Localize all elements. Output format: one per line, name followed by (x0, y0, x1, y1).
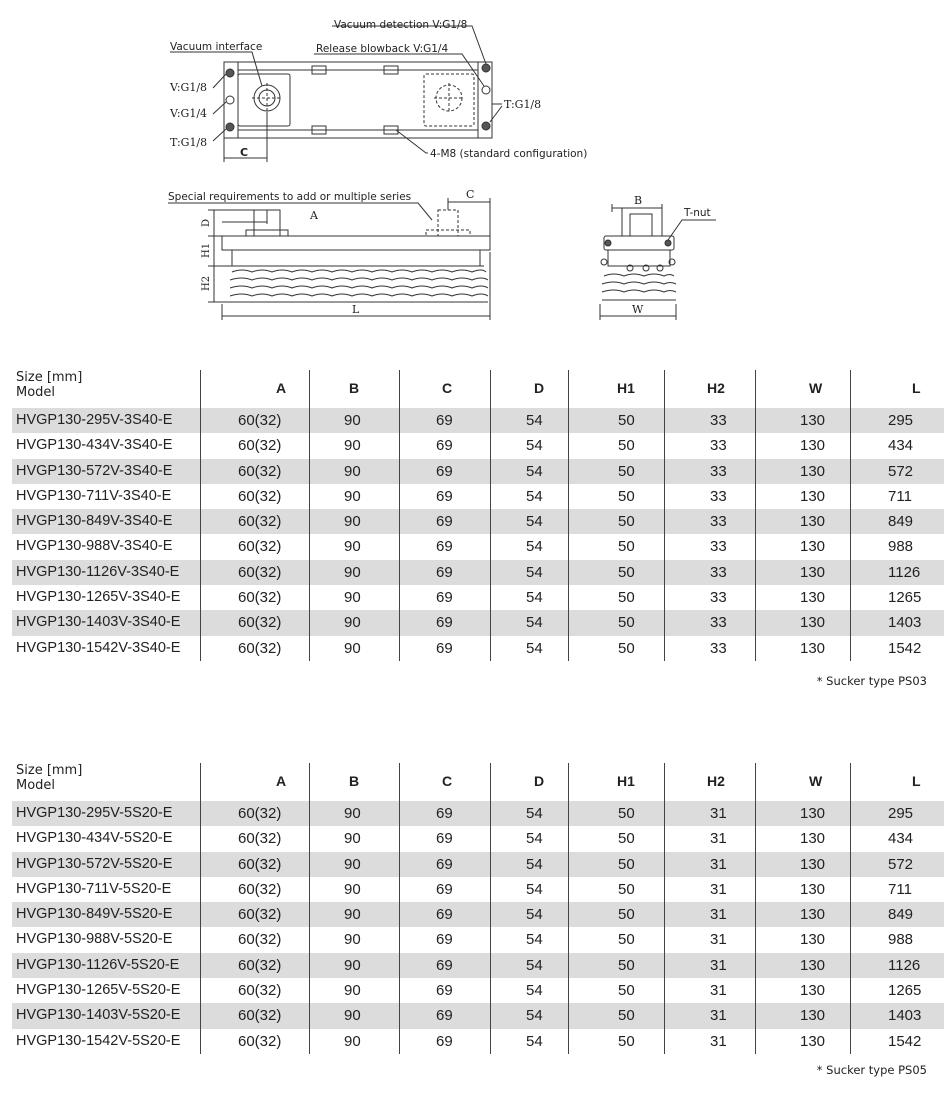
value-cell-d: 54 (526, 830, 543, 848)
dim-h2: H2 (201, 275, 212, 291)
table-row (12, 953, 944, 978)
value-cell-l: 572 (888, 462, 914, 480)
value-cell-c: 69 (436, 412, 453, 429)
table-row (12, 560, 944, 585)
value-cell-l: 711 (888, 487, 912, 505)
value-cell-d: 54 (526, 462, 543, 480)
value-cell-b: 90 (344, 1032, 361, 1050)
label-vacuum-detection: Vacuum detection V:G1/8 (334, 19, 468, 31)
value-cell-c: 69 (436, 855, 453, 873)
value-cell-b: 90 (344, 956, 361, 974)
column-divider (399, 763, 400, 1054)
end-view-interface (622, 208, 662, 236)
sucker-type-note: * Sucker type PS05 (816, 1063, 927, 1077)
value-cell-c: 69 (436, 639, 453, 657)
value-cell-h1: 50 (618, 1007, 635, 1025)
dim-c-top: C (240, 146, 249, 159)
value-cell-a: 60(32) (238, 462, 282, 480)
column-header-h1: H1 (617, 380, 635, 396)
size-label: Size [mm] (16, 370, 83, 385)
column-divider (490, 763, 491, 1054)
value-cell-d: 54 (526, 538, 543, 556)
column-header-c: C (442, 380, 453, 396)
value-cell-d: 54 (526, 880, 543, 898)
label-t-nut: T-nut (684, 207, 711, 219)
value-cell-c: 69 (436, 1032, 453, 1050)
value-cell-w: 130 (800, 412, 826, 429)
value-cell-b: 90 (344, 614, 361, 632)
value-cell-h1: 50 (618, 462, 635, 480)
spec-table-3s40 (12, 370, 944, 657)
label-port-v18: V:G1/8 (170, 81, 208, 94)
side-view-body (222, 236, 490, 250)
end-view-body (604, 236, 674, 250)
value-cell-w: 130 (800, 513, 826, 531)
value-cell-d: 54 (526, 639, 543, 657)
table-row (12, 1003, 944, 1028)
value-cell-h1: 50 (618, 412, 635, 429)
value-cell-l: 1542 (888, 639, 922, 657)
value-cell-w: 130 (800, 931, 826, 949)
value-cell-w: 130 (800, 805, 826, 822)
value-cell-l: 434 (888, 437, 914, 455)
table-row (12, 408, 944, 433)
column-header-w: W (809, 773, 823, 789)
model-cell: HVGP130-1265V-3S40-E (16, 589, 181, 606)
column-divider (664, 370, 665, 661)
value-cell-h2: 33 (710, 614, 727, 632)
column-divider (755, 763, 756, 1054)
size-label: Size [mm] (16, 763, 83, 778)
table-row (12, 459, 944, 484)
value-cell-h1: 50 (618, 614, 635, 632)
value-cell-l: 849 (888, 906, 914, 924)
value-cell-l: 711 (888, 880, 912, 898)
value-cell-l: 1126 (888, 956, 921, 974)
column-header-l: L (912, 380, 921, 396)
value-cell-w: 130 (800, 1032, 826, 1050)
value-cell-a: 60(32) (238, 614, 282, 632)
value-cell-b: 90 (344, 1007, 361, 1025)
table-row (12, 484, 944, 509)
value-cell-h1: 50 (618, 1032, 635, 1050)
column-divider (568, 763, 569, 1054)
table-row (12, 852, 944, 877)
top-view-body (224, 62, 492, 138)
dim-c-side: C (466, 188, 475, 201)
value-cell-l: 988 (888, 931, 914, 949)
model-cell: HVGP130-434V-3S40-E (16, 437, 173, 454)
table-row (12, 927, 944, 952)
value-cell-a: 60(32) (238, 412, 282, 429)
value-cell-a: 60(32) (238, 830, 282, 848)
value-cell-h1: 50 (618, 538, 635, 556)
value-cell-w: 130 (800, 563, 826, 581)
value-cell-l: 988 (888, 538, 914, 556)
value-cell-w: 130 (800, 487, 826, 505)
column-header-c: C (442, 773, 453, 789)
column-divider (850, 763, 851, 1054)
value-cell-h1: 50 (618, 855, 635, 873)
value-cell-a: 60(32) (238, 805, 282, 822)
value-cell-a: 60(32) (238, 437, 282, 455)
value-cell-h2: 33 (710, 462, 727, 480)
table-row (12, 1029, 944, 1054)
column-divider (755, 370, 756, 661)
value-cell-w: 130 (800, 830, 826, 848)
value-cell-h1: 50 (618, 437, 635, 455)
value-cell-b: 90 (344, 412, 361, 429)
value-cell-h2: 31 (710, 956, 727, 974)
model-cell: HVGP130-1542V-3S40-E (16, 639, 181, 656)
model-cell: HVGP130-1126V-5S20-E (16, 956, 180, 973)
value-cell-h1: 50 (618, 487, 635, 505)
label-mounting: 4-M8 (standard configuration) (430, 148, 588, 160)
value-cell-l: 295 (888, 412, 914, 429)
table-rows (12, 408, 944, 661)
value-cell-w: 130 (800, 855, 826, 873)
value-cell-d: 54 (526, 855, 543, 873)
value-cell-a: 60(32) (238, 931, 282, 949)
column-header-d: D (534, 773, 545, 789)
value-cell-l: 1403 (888, 1007, 922, 1025)
value-cell-l: 1542 (888, 1032, 922, 1050)
model-cell: HVGP130-1265V-5S20-E (16, 982, 181, 999)
column-header-b: B (349, 773, 360, 789)
column-header-h1: H1 (617, 773, 635, 789)
value-cell-d: 54 (526, 956, 543, 974)
value-cell-l: 1265 (888, 982, 922, 1000)
value-cell-b: 90 (344, 639, 361, 657)
label-port-v14: V:G1/4 (170, 107, 208, 120)
label-special-requirements: Special requirements to add or multiple series (168, 191, 412, 203)
table-row (12, 534, 944, 559)
label-vacuum-interface: Vacuum interface (170, 41, 263, 53)
value-cell-b: 90 (344, 855, 361, 873)
column-divider (200, 763, 201, 1054)
value-cell-h2: 31 (710, 855, 727, 873)
value-cell-l: 1126 (888, 563, 921, 581)
value-cell-h1: 50 (618, 906, 635, 924)
value-cell-b: 90 (344, 830, 361, 848)
column-header-b: B (349, 380, 360, 396)
value-cell-h2: 31 (710, 1032, 727, 1050)
value-cell-b: 90 (344, 563, 361, 581)
column-header-w: W (809, 380, 823, 396)
value-cell-h2: 33 (710, 589, 727, 607)
table-row (12, 610, 944, 635)
side-view (168, 198, 490, 320)
value-cell-c: 69 (436, 589, 453, 607)
port-t18-circle (226, 123, 234, 131)
model-label: Model (16, 778, 56, 793)
model-cell: HVGP130-1403V-3S40-E (16, 614, 181, 631)
value-cell-a: 60(32) (238, 639, 282, 657)
column-divider (490, 370, 491, 661)
dim-h1: H1 (201, 242, 212, 258)
value-cell-d: 54 (526, 563, 543, 581)
value-cell-c: 69 (436, 956, 453, 974)
table-header (12, 763, 944, 801)
value-cell-l: 295 (888, 805, 914, 822)
value-cell-d: 54 (526, 614, 543, 632)
bellows-row (230, 270, 488, 302)
value-cell-a: 60(32) (238, 563, 282, 581)
port-v14-circle (226, 96, 234, 104)
column-divider (664, 763, 665, 1054)
value-cell-d: 54 (526, 982, 543, 1000)
value-cell-b: 90 (344, 538, 361, 556)
model-cell: HVGP130-988V-3S40-E (16, 538, 173, 555)
column-header-h2: H2 (707, 380, 725, 396)
table-row (12, 433, 944, 458)
model-cell: HVGP130-1403V-5S20-E (16, 1007, 181, 1024)
model-cell: HVGP130-434V-5S20-E (16, 830, 173, 847)
table-row (12, 636, 944, 661)
value-cell-h2: 31 (710, 880, 727, 898)
value-cell-c: 69 (436, 462, 453, 480)
value-cell-d: 54 (526, 412, 543, 429)
value-cell-b: 90 (344, 931, 361, 949)
value-cell-w: 130 (800, 639, 826, 657)
value-cell-h1: 50 (618, 880, 635, 898)
column-header-h2: H2 (707, 773, 725, 789)
vacuum-interface-block (238, 74, 290, 126)
value-cell-w: 130 (800, 982, 826, 1000)
value-cell-h2: 33 (710, 487, 727, 505)
value-cell-c: 69 (436, 437, 453, 455)
column-divider (850, 370, 851, 661)
value-cell-a: 60(32) (238, 1032, 282, 1050)
value-cell-w: 130 (800, 538, 826, 556)
model-cell: HVGP130-711V-3S40-E (16, 487, 172, 504)
model-cell: HVGP130-572V-5S20-E (16, 855, 173, 872)
value-cell-d: 54 (526, 437, 543, 455)
value-cell-c: 69 (436, 880, 453, 898)
value-cell-h1: 50 (618, 982, 635, 1000)
value-cell-d: 54 (526, 487, 543, 505)
value-cell-c: 69 (436, 513, 453, 531)
value-cell-c: 69 (436, 563, 453, 581)
value-cell-w: 130 (800, 1007, 826, 1025)
value-cell-l: 849 (888, 513, 914, 531)
value-cell-c: 69 (436, 614, 453, 632)
value-cell-h2: 33 (710, 563, 727, 581)
model-cell: HVGP130-572V-3S40-E (16, 462, 173, 479)
model-label: Model (16, 385, 56, 400)
value-cell-h2: 31 (710, 1007, 727, 1025)
value-cell-h1: 50 (618, 956, 635, 974)
value-cell-c: 69 (436, 931, 453, 949)
value-cell-b: 90 (344, 487, 361, 505)
value-cell-w: 130 (800, 906, 826, 924)
value-cell-a: 60(32) (238, 589, 282, 607)
model-cell: HVGP130-295V-3S40-E (16, 412, 173, 428)
value-cell-d: 54 (526, 589, 543, 607)
value-cell-h2: 33 (710, 639, 727, 657)
value-cell-l: 1265 (888, 589, 922, 607)
value-cell-h2: 33 (710, 412, 727, 429)
dim-w: W (632, 303, 644, 316)
value-cell-c: 69 (436, 487, 453, 505)
value-cell-a: 60(32) (238, 956, 282, 974)
value-cell-h2: 31 (710, 906, 727, 924)
table-row (12, 826, 944, 851)
value-cell-b: 90 (344, 880, 361, 898)
value-cell-w: 130 (800, 589, 826, 607)
model-cell: HVGP130-711V-5S20-E (16, 880, 172, 897)
t-nut-circle (665, 240, 671, 246)
table-row (12, 585, 944, 610)
label-port-t18-left: T:G1/8 (170, 136, 208, 149)
value-cell-a: 60(32) (238, 906, 282, 924)
column-divider (568, 370, 569, 661)
value-cell-d: 54 (526, 1007, 543, 1025)
value-cell-c: 69 (436, 1007, 453, 1025)
column-divider (200, 370, 201, 661)
value-cell-d: 54 (526, 805, 543, 822)
sucker-type-note: * Sucker type PS03 (816, 674, 927, 688)
value-cell-d: 54 (526, 931, 543, 949)
value-cell-h1: 50 (618, 639, 635, 657)
model-cell: HVGP130-849V-3S40-E (16, 513, 173, 530)
value-cell-d: 54 (526, 513, 543, 531)
table-row (12, 801, 944, 826)
table-header (12, 370, 944, 408)
value-cell-c: 69 (436, 538, 453, 556)
value-cell-c: 69 (436, 830, 453, 848)
value-cell-c: 69 (436, 982, 453, 1000)
value-cell-w: 130 (800, 956, 826, 974)
value-cell-h1: 50 (618, 589, 635, 607)
value-cell-b: 90 (344, 589, 361, 607)
table-row (12, 902, 944, 927)
end-view (600, 204, 716, 320)
value-cell-h2: 31 (710, 830, 727, 848)
value-cell-a: 60(32) (238, 538, 282, 556)
value-cell-h1: 50 (618, 513, 635, 531)
model-cell: HVGP130-1542V-5S20-E (16, 1032, 181, 1049)
value-cell-h2: 33 (710, 513, 727, 531)
value-cell-d: 54 (526, 1032, 543, 1050)
column-divider (309, 370, 310, 661)
column-divider (399, 370, 400, 661)
dim-l: L (352, 303, 360, 316)
model-cell: HVGP130-849V-5S20-E (16, 906, 173, 923)
value-cell-b: 90 (344, 462, 361, 480)
value-cell-h1: 50 (618, 805, 635, 822)
model-cell: HVGP130-295V-5S20-E (16, 805, 173, 821)
table-row (12, 877, 944, 902)
value-cell-b: 90 (344, 805, 361, 822)
dim-a: A (310, 209, 318, 222)
value-cell-h1: 50 (618, 830, 635, 848)
value-cell-d: 54 (526, 906, 543, 924)
spec-table-5s20 (12, 763, 944, 1050)
value-cell-c: 69 (436, 906, 453, 924)
value-cell-h2: 31 (710, 931, 727, 949)
dim-b: B (634, 194, 643, 207)
value-cell-a: 60(32) (238, 513, 282, 531)
technical-drawing (0, 0, 945, 330)
value-cell-h2: 31 (710, 982, 727, 1000)
value-cell-h2: 31 (710, 805, 727, 822)
value-cell-l: 572 (888, 855, 914, 873)
column-header-a: A (276, 380, 287, 396)
value-cell-a: 60(32) (238, 855, 282, 873)
column-header-d: D (534, 380, 545, 396)
value-cell-w: 130 (800, 614, 826, 632)
model-cell: HVGP130-1126V-3S40-E (16, 563, 180, 580)
value-cell-b: 90 (344, 513, 361, 531)
port-v18-circle (226, 69, 234, 77)
table-row (12, 978, 944, 1003)
column-header-a: A (276, 773, 287, 789)
dim-d: D (201, 218, 212, 227)
table-row (12, 509, 944, 534)
table-rows (12, 801, 944, 1054)
value-cell-w: 130 (800, 880, 826, 898)
value-cell-a: 60(32) (238, 982, 282, 1000)
value-cell-l: 434 (888, 830, 914, 848)
value-cell-w: 130 (800, 462, 826, 480)
value-cell-c: 69 (436, 805, 453, 822)
label-port-t18-right: T:G1/8 (504, 98, 542, 111)
label-release-blowback: Release blowback V:G1/4 (316, 43, 449, 55)
value-cell-b: 90 (344, 906, 361, 924)
value-cell-a: 60(32) (238, 487, 282, 505)
value-cell-h1: 50 (618, 931, 635, 949)
value-cell-h1: 50 (618, 563, 635, 581)
model-cell: HVGP130-988V-5S20-E (16, 931, 173, 948)
value-cell-b: 90 (344, 437, 361, 455)
value-cell-w: 130 (800, 437, 826, 455)
value-cell-a: 60(32) (238, 880, 282, 898)
value-cell-h2: 33 (710, 437, 727, 455)
value-cell-l: 1403 (888, 614, 922, 632)
column-header-l: L (912, 773, 921, 789)
column-divider (309, 763, 310, 1054)
value-cell-b: 90 (344, 982, 361, 1000)
value-cell-a: 60(32) (238, 1007, 282, 1025)
value-cell-h2: 33 (710, 538, 727, 556)
